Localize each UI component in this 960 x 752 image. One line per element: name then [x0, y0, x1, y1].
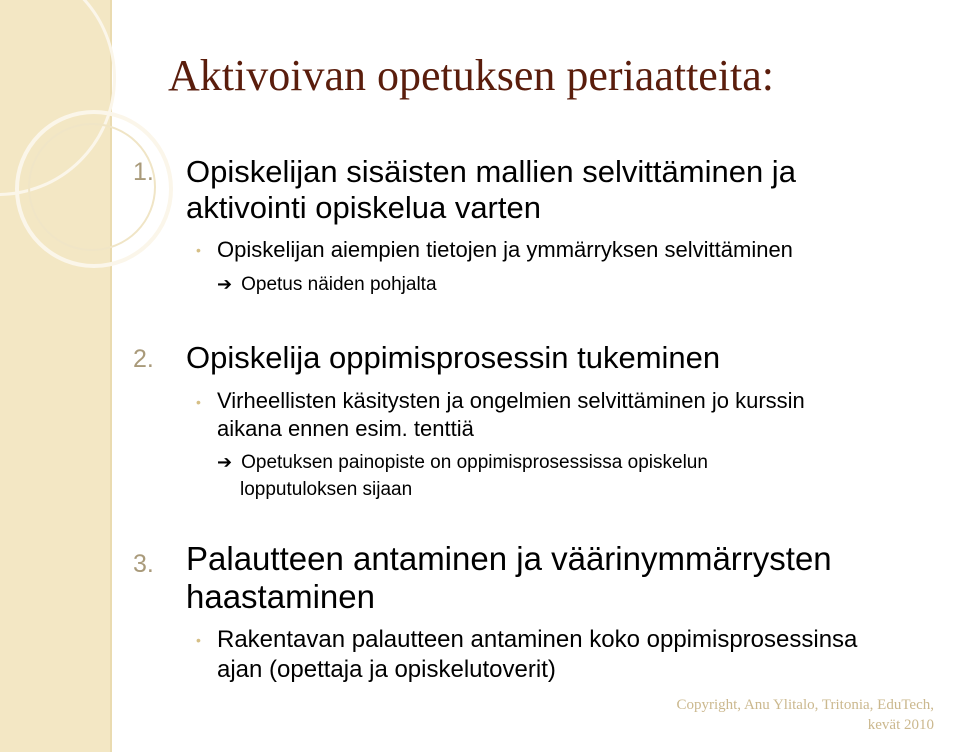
right-arrow-icon: ➔	[217, 274, 233, 295]
right-arrow-icon: ➔	[217, 452, 233, 473]
sub-line	[217, 272, 437, 299]
footer-line: Copyright, Anu Ylitalo, Tritonia, EduTech,	[676, 697, 934, 713]
bullet-text	[217, 625, 857, 685]
bullet-line: aikana ennen esim. tenttiä	[217, 415, 474, 441]
slide-title: Aktivoivan opetuksen periaatteita:	[168, 51, 775, 100]
bullet-line: Opiskelijan aiempien tietojen ja ymmärryksen selvittäminen	[217, 237, 793, 262]
item-number: 1.	[133, 158, 154, 186]
item-heading-line: Opiskelija oppimisprosessin tukeminen	[186, 340, 721, 375]
item-heading-line: aktivointi opiskelua varten	[186, 189, 541, 225]
bullet-line: Rakentavan palautteen antaminen koko oppimisprosessinsa	[217, 626, 858, 653]
sub-line: lopputuloksen sijaan	[240, 478, 413, 500]
bullet-line: ajan (opettaja ja opiskelutoverit)	[217, 656, 556, 683]
sub-point	[217, 450, 708, 503]
item-number: 2.	[133, 345, 154, 373]
sub-text: Opetus näiden pohjalta	[241, 274, 437, 295]
item-heading-line: Palautteen antaminen ja väärinymmärrysten	[186, 540, 832, 577]
item-heading	[186, 540, 832, 616]
item-heading	[186, 154, 796, 225]
footer-line: kevät 2010	[867, 716, 934, 733]
sub-line	[217, 450, 708, 477]
bullet-dot-icon: •	[196, 632, 201, 648]
bullet-line: Virheellisten käsitysten ja ongelmien selvittäminen jo kurssin	[217, 388, 805, 413]
item-heading-line: haastaminen	[186, 577, 375, 615]
sub-point	[217, 272, 437, 299]
bullet-text	[217, 236, 793, 264]
item-heading	[186, 340, 720, 376]
item-heading-line: Opiskelijan sisäisten mallien selvittäminen ja	[186, 154, 796, 189]
bullet-dot-icon: •	[196, 242, 201, 258]
copyright-footer	[634, 696, 934, 735]
bullet-text	[217, 387, 805, 442]
decorative-circle-inner	[28, 123, 156, 251]
item-number: 3.	[133, 550, 154, 578]
sub-text: Opetuksen painopiste on oppimisprosessissa opiskelun	[241, 452, 708, 473]
bullet-dot-icon: •	[196, 394, 201, 410]
